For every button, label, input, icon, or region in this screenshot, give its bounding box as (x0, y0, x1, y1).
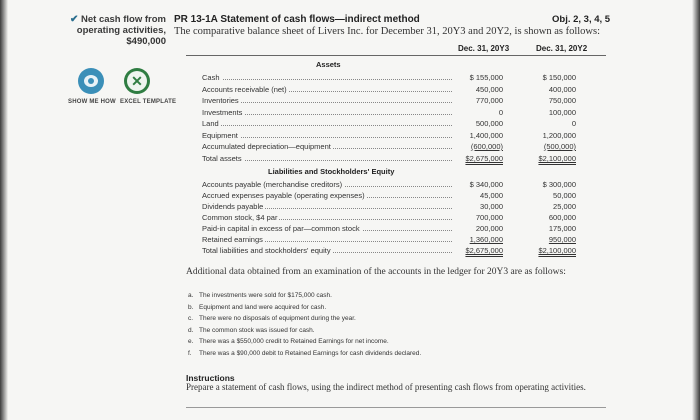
item-text: Equipment and land were acquired for cash. (199, 303, 327, 311)
liability-row (202, 213, 602, 223)
liabilities-heading: Liabilities and Stockholders' Equity (268, 167, 395, 176)
asset-value-y3: $ 155,000 (469, 73, 503, 82)
item-key: b. (188, 303, 194, 311)
liability-value-y3: $ 340,000 (469, 180, 503, 189)
additional-item (188, 348, 421, 360)
item-text: There were no disposals of equipment during the year. (199, 315, 356, 322)
additional-item (188, 313, 421, 325)
item-key: a. (188, 292, 194, 299)
additional-data: Additional data obtained from an examination of the accounts in the ledger for 20Y3 are as follows: (186, 267, 566, 277)
liability-value-y2: 950,000 (548, 235, 576, 244)
asset-value-y2: 0 (571, 119, 576, 128)
asset-value-y3: $2,675,000 (465, 153, 503, 163)
instructions-heading: Instructions (186, 373, 235, 383)
margin-note (8, 14, 166, 47)
liability-value-y2: 25,000 (553, 202, 576, 211)
additional-item (188, 336, 421, 348)
objectives: Obj. 2, 3, 4, 5 (552, 14, 611, 25)
liability-label: Paid-in capital in excess of par—common stock (202, 224, 360, 233)
liability-row (202, 180, 602, 190)
asset-value-y3: 0 (498, 107, 503, 117)
liability-row (202, 224, 602, 234)
liability-value-y3: 30,000 (480, 202, 503, 211)
checkmark-icon: ✔ (69, 14, 79, 25)
liability-value-y2: $ 300,000 (542, 180, 576, 189)
asset-label: Equipment (202, 130, 238, 140)
asset-value-y2: 100,000 (548, 107, 576, 117)
col-header-y2: Dec. 31, 20Y2 (536, 44, 588, 53)
asset-value-y2: $ 150,000 (542, 73, 576, 82)
liability-label: Accounts payable (merchandise creditors) (202, 180, 343, 189)
asset-label: Inventories (202, 96, 239, 105)
item-key: d. (188, 326, 194, 334)
problem-header (174, 14, 614, 25)
check-figure-label-2: operating activities, (76, 25, 166, 36)
show-me-how-icon[interactable] (78, 68, 104, 94)
liability-row (202, 202, 602, 212)
problem-intro: The comparative balance sheet of Livers Inc. for December 31, 20Y3 and 20Y2, is shown as follows: (174, 26, 600, 37)
asset-row (202, 154, 602, 164)
asset-value-y2: 1,200,000 (542, 130, 576, 140)
liability-value-y2: $2,100,000 (538, 246, 576, 255)
leader-dots (202, 125, 452, 126)
liability-label: Dividends payable (202, 202, 264, 211)
item-key: c. (188, 315, 194, 322)
show-me-how-label[interactable]: SHOW ME HOW (68, 99, 116, 105)
asset-label: Accumulated depreciation—equipment (202, 142, 331, 151)
asset-row (202, 108, 602, 118)
asset-row (202, 73, 602, 83)
additional-item (188, 290, 421, 302)
asset-row (202, 85, 602, 95)
liability-label: Total liabilities and stockholders' equity (202, 246, 331, 255)
instructions-text: Prepare a statement of cash flows, using the indirect method of presenting cash flows from operating activities. (186, 382, 586, 392)
col-header-y3: Dec. 31, 20Y3 (458, 44, 510, 53)
liability-value-y3: $2,675,000 (465, 246, 503, 255)
asset-row (202, 96, 602, 106)
liability-label: Retained earnings (202, 235, 263, 244)
asset-label: Accounts receivable (net) (202, 84, 287, 94)
asset-value-y2: (500,000) (543, 142, 576, 151)
liability-row (202, 246, 602, 256)
asset-row (202, 142, 602, 152)
liability-label: Common stock, $4 par (202, 213, 278, 222)
additional-items (188, 290, 421, 359)
asset-label: Land (202, 119, 219, 128)
liability-value-y2: 600,000 (548, 213, 576, 222)
header-rule (186, 55, 606, 56)
item-text: The investments were sold for $175,000 cash. (199, 292, 332, 299)
asset-value-y2: 400,000 (548, 84, 576, 94)
item-text: There was a $90,000 debit to Retained Earnings for cash dividends declared. (199, 349, 422, 357)
leader-dots (202, 79, 452, 80)
bottom-rule (186, 407, 606, 408)
additional-item (188, 325, 421, 337)
liability-value-y3: 200,000 (475, 224, 503, 233)
item-key: e. (188, 338, 194, 345)
liability-value-y3: 700,000 (475, 213, 503, 222)
helper-icons (68, 68, 178, 108)
liability-value-y3: 45,000 (480, 191, 503, 200)
liability-row (202, 235, 602, 245)
asset-label: Cash (202, 73, 220, 82)
additional-item (188, 302, 421, 314)
asset-label: Investments (202, 107, 243, 117)
liability-value-y3: 1,360,000 (469, 235, 503, 244)
liability-row (202, 191, 602, 201)
asset-value-y2: $2,100,000 (538, 153, 576, 163)
excel-template-label[interactable]: EXCEL TEMPLATE (120, 99, 177, 105)
asset-value-y3: 450,000 (475, 84, 503, 94)
check-figure-amount: $490,000 (126, 36, 166, 47)
assets-heading: Assets (316, 60, 341, 69)
liability-value-y2: 50,000 (553, 191, 576, 200)
item-text: The common stock was issued for cash. (199, 326, 315, 334)
asset-row (202, 119, 602, 129)
item-text: There was a $550,000 credit to Retained Earnings for net income. (199, 338, 389, 345)
asset-value-y2: 750,000 (548, 96, 576, 105)
excel-template-icon[interactable]: ✕ (124, 68, 150, 94)
asset-label: Total assets (202, 153, 242, 163)
asset-value-y3: (600,000) (470, 142, 503, 151)
check-figure-label: ✔ Net cash flow from (69, 14, 166, 25)
liability-value-y2: 175,000 (548, 224, 576, 233)
asset-row (202, 131, 602, 141)
asset-value-y3: 500,000 (475, 119, 503, 128)
asset-value-y3: 770,000 (475, 96, 503, 105)
problem-title: PR 13-1A Statement of cash flows—indirect method (174, 14, 420, 25)
asset-value-y3: 1,400,000 (469, 130, 503, 140)
item-key: f. (188, 349, 192, 357)
liability-label: Accrued expenses payable (operating expenses) (202, 191, 365, 200)
